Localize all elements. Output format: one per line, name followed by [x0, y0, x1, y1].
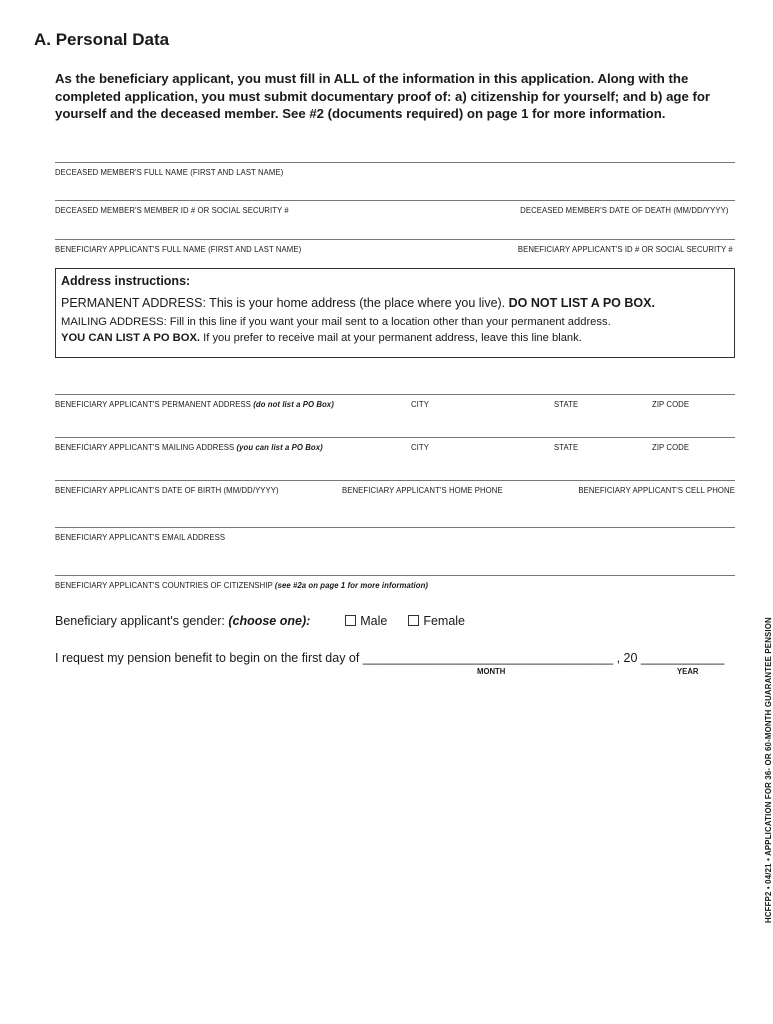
mailing-city-label: CITY	[411, 442, 429, 452]
permanent-address-instruction	[61, 296, 729, 310]
gender-row	[55, 614, 465, 628]
home-phone-label: BENEFICIARY APPLICANT'S HOME PHONE	[342, 485, 503, 495]
permanent-state-label: STATE	[554, 399, 579, 409]
female-label: Female	[423, 614, 465, 628]
permanent-address-row[interactable]	[55, 394, 735, 409]
permanent-city-label: CITY	[411, 399, 429, 409]
section-title: A. Personal Data	[34, 30, 170, 49]
cell-phone-label: BENEFICIARY APPLICANT'S CELL PHONE	[578, 485, 735, 495]
mailing-address-label: BENEFICIARY APPLICANT'S MAILING ADDRESS (you can list a PO Box)	[55, 442, 323, 452]
dob-label: BENEFICIARY APPLICANT'S DATE OF BIRTH (MM/DD/YYYY)	[55, 485, 279, 495]
pension-start-request[interactable]: I request my pension benefit to begin on the first day of ____________________________________ , 20 ____________	[55, 651, 725, 665]
deceased-name-field[interactable]	[55, 162, 735, 177]
mailing-zip-label: ZIP CODE	[652, 442, 690, 452]
citizenship-label: BENEFICIARY APPLICANT'S COUNTRIES OF CITIZENSHIP (see #2a on page 1 for more information)	[55, 580, 429, 590]
deceased-id-dod-row[interactable]	[55, 200, 735, 215]
mailing-address-tail: If you prefer to receive mail at your permanent address, leave this line blank.	[200, 332, 582, 344]
deceased-name-label: DECEASED MEMBER'S FULL NAME (FIRST AND LAST NAME)	[55, 167, 284, 177]
permanent-address-text: PERMANENT ADDRESS: This is your home address (the place where you live).	[61, 296, 509, 310]
male-label: Male	[360, 614, 388, 628]
citizenship-row[interactable]	[55, 575, 735, 590]
beneficiary-id-label: BENEFICIARY APPLICANT'S ID # OR SOCIAL SECURITY #	[518, 244, 733, 254]
deceased-id-label: DECEASED MEMBER'S MEMBER ID # OR SOCIAL SECURITY #	[55, 205, 289, 215]
address-instructions-box	[55, 268, 735, 358]
mailing-state-label: STATE	[554, 442, 579, 452]
email-row[interactable]	[55, 527, 735, 542]
gender-choose: (choose one):	[228, 614, 311, 628]
form-id-footer: HCFFP2 • 04/21 • APPLICATION FOR 36- OR 60-MONTH GUARANTEE PENSION	[764, 617, 773, 923]
female-checkbox[interactable]	[408, 615, 419, 626]
gender-label: Beneficiary applicant's gender:	[55, 614, 229, 628]
year-caption: YEAR	[677, 666, 699, 676]
intro-instructions: As the beneficiary applicant, you must fill in ALL of the information in this application. Along with the completed application, you must submit documentary proof of: a) citizenship for yourself; and b) age for yourself and the deceased member. See #2 (documents required) on page 1 for more information.	[55, 71, 711, 121]
permanent-address-label: BENEFICIARY APPLICANT'S PERMANENT ADDRESS (do not list a PO Box)	[55, 399, 334, 409]
male-checkbox[interactable]	[345, 615, 356, 626]
mailing-address-po-note	[61, 332, 729, 344]
permanent-zip-label: ZIP CODE	[652, 399, 690, 409]
address-instructions-heading: Address instructions:	[61, 274, 191, 288]
email-label: BENEFICIARY APPLICANT'S EMAIL ADDRESS	[55, 532, 226, 542]
mailing-address-row[interactable]	[55, 437, 735, 452]
beneficiary-name-id-row[interactable]	[55, 239, 735, 254]
beneficiary-name-label: BENEFICIARY APPLICANT'S FULL NAME (FIRST AND LAST NAME)	[55, 244, 302, 254]
mailing-address-po-bold: YOU CAN LIST A PO BOX.	[61, 332, 201, 344]
dob-phone-row[interactable]	[55, 480, 735, 495]
mailing-address-instruction: MAILING ADDRESS: Fill in this line if you want your mail sent to a location other than your permanent address.	[61, 316, 611, 328]
deceased-dod-label: DECEASED MEMBER'S DATE OF DEATH (MM/DD/YYYY)	[520, 205, 729, 215]
permanent-address-warning: DO NOT LIST A PO BOX.	[508, 296, 655, 310]
month-caption: MONTH	[477, 666, 506, 676]
